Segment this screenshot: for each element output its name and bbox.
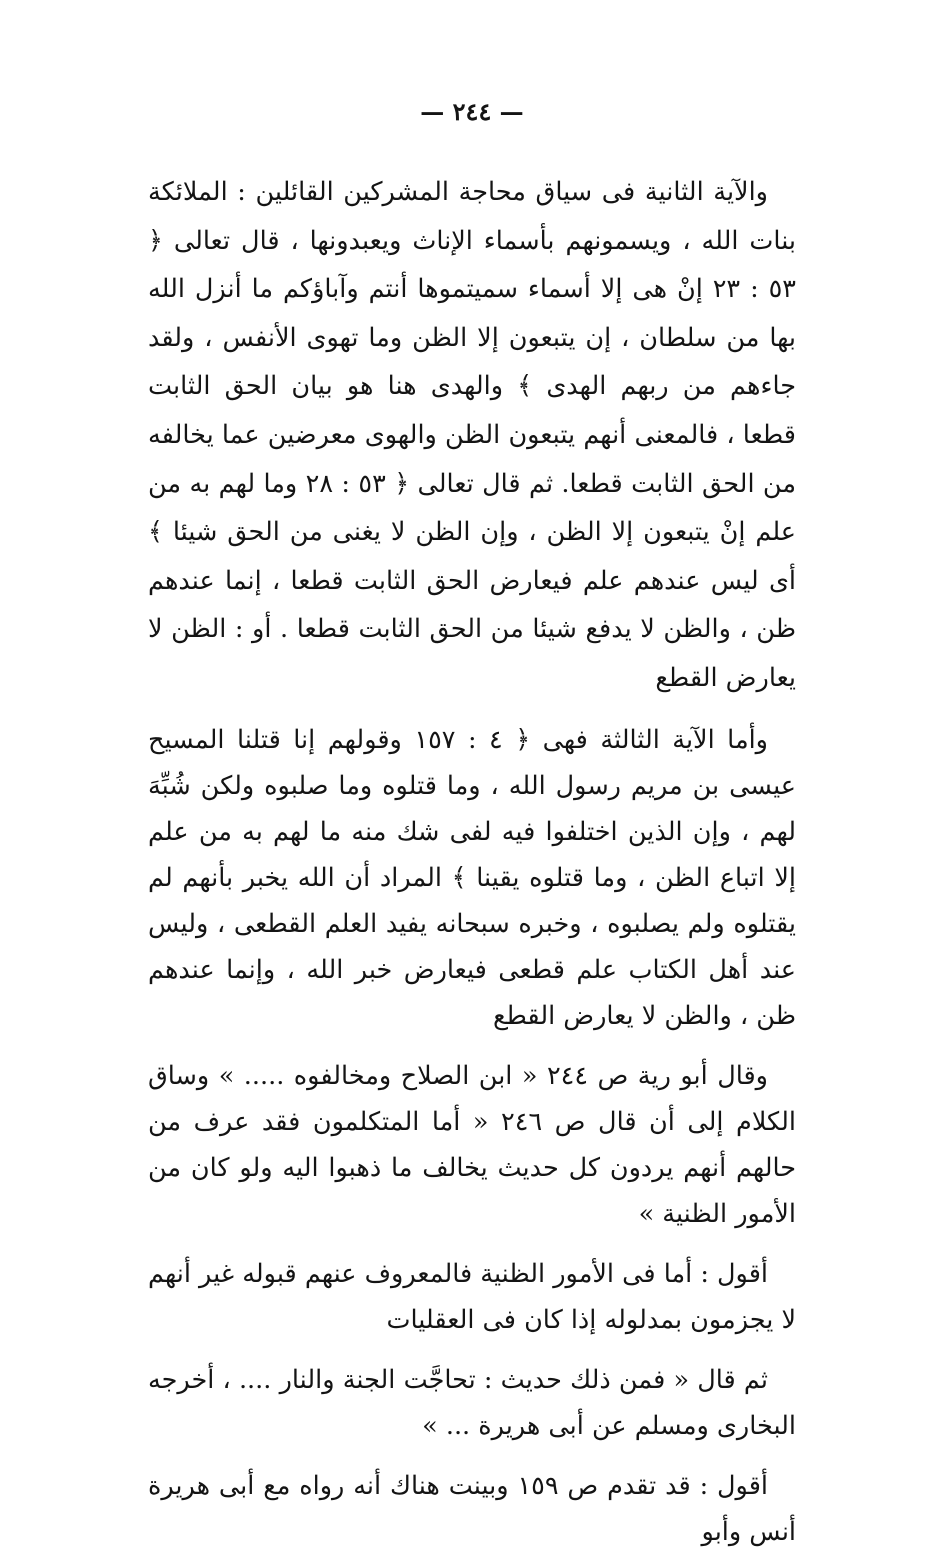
paragraph-second-verse: والآية الثانية فى سياق محاجة المشركين القائلين : الملائكة بنات الله ، ويسمونهم بأسماء الإناث ويعبدونها ، قال تعالى ﴿ ٥٣ : ٢٣ إنْ هى إلا أسماء سميتموها أنتم وآباؤكم ما أنزل الله بها من سلطان ، إن يتبعون إلا الظن وما تهوى الأنفس ، ولقد جاءهم من ربهم الهدى ﴾ والهدى هنا هو بيان الحق الثابت قطعا ، فالمعنى أنهم يتبعون الظن والهوى معرضين عما يخالفه من الحق الثابت قطعا. ثم قال تعالى ﴿ ٥٣ : ٢٨ وما لهم به من علم إنْ يتبعون إلا الظن ، وإن الظن لا يغنى من الحق شيئا ﴾ أى ليس عندهم علم فيعارض الحق الثابت قطعا ، إنما عندهم ظن ، والظن لا يدفع شيئا من الحق الثابت قطعا . أو : الظن لا يعارض القطع (148, 177, 796, 693)
paragraph-third-verse: وأما الآية الثالثة فهى ﴿ ٤ : ١٥٧ وقولهم إنا قتلنا المسيح عيسى بن مريم رسول الله ، وما قتلوه وما صلبوه ولكن شُبِّهَ لهم ، وإن الذين اختلفوا فيه لفى شك منه ما لهم به من علم إلا اتباع الظن ، وما قتلوه يقينا ﴾ المراد أن الله يخبر بأنهم لم يقتلوه ولم يصلبوه ، وخبره سبحانه يفيد العلم القطعى ، وليس عند أهل الكتاب علم قطعى فيعارض خبر الله ، وإنما عندهم ظن ، والظن لا يعارض القطع (148, 724, 796, 1031)
paragraph-reply-one: أقول : أما فى الأمور الظنية فالمعروف عنهم قبوله غير أنهم لا يجزمون بمدلوله إذا كان فى العقليات (148, 1258, 796, 1335)
paragraph-hadith-quote: ثم قال « فمن ذلك حديث : تحاجَّت الجنة والنار .... ، أخرجه البخارى ومسلم عن أبى هريرة ... » (148, 1364, 796, 1441)
paragraph-abu-rayya-quote: وقال أبو رية ص ٢٤٤ « ابن الصلاح ومخالفوه ..... » وساق الكلام إلى أن قال ص ٢٤٦ « أما المتكلمون فقد عرف من حالهم أنهم يردون كل حديث يخالف ما ذهبوا اليه ولو كان من الأمور الظنية » (148, 1060, 796, 1229)
paragraph-reply-two: أقول : قد تقدم ص ١٥٩ وبينت هناك أنه رواه مع أبى هريرة أنس وأبو (148, 1470, 796, 1547)
page-number: — ٢٤٤ — (420, 97, 524, 126)
